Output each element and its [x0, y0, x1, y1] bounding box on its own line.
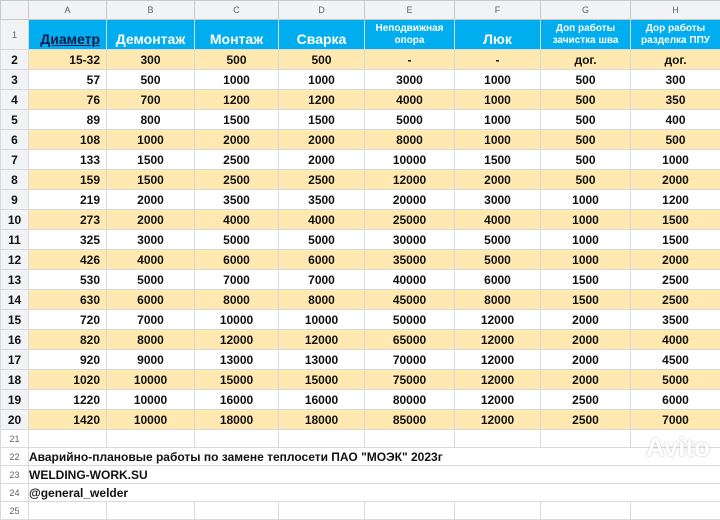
header-cell[interactable]: Неподвижная опора	[365, 20, 455, 50]
price-cell[interactable]: 18000	[279, 410, 365, 430]
column-header-e[interactable]: E	[365, 1, 455, 20]
row-number[interactable]: 19	[1, 390, 29, 410]
price-cell[interactable]: 4000	[455, 210, 541, 230]
price-cell[interactable]: 1500	[195, 110, 279, 130]
price-cell[interactable]: 4000	[631, 330, 720, 350]
header-cell[interactable]: Люк	[455, 20, 541, 50]
price-cell[interactable]: 500	[541, 110, 631, 130]
price-cell[interactable]: дог.	[631, 50, 720, 70]
table-row	[1, 210, 720, 230]
price-cell[interactable]: 1200	[195, 90, 279, 110]
price-cell[interactable]: 3500	[279, 190, 365, 210]
price-cell[interactable]: 7000	[195, 270, 279, 290]
row-number[interactable]: 10	[1, 210, 29, 230]
price-cell[interactable]: 2000	[107, 210, 195, 230]
price-cell[interactable]: 3000	[455, 190, 541, 210]
price-cell[interactable]: 13000	[195, 350, 279, 370]
column-header-c[interactable]: C	[195, 1, 279, 20]
price-cell[interactable]: 35000	[365, 250, 455, 270]
table-row	[1, 290, 720, 310]
price-cell[interactable]: 1200	[631, 190, 720, 210]
price-cell[interactable]: 5000	[365, 110, 455, 130]
empty-cell[interactable]	[195, 430, 279, 448]
price-cell[interactable]: 12000	[195, 330, 279, 350]
price-cell[interactable]: 2000	[631, 170, 720, 190]
price-cell[interactable]: 13000	[279, 350, 365, 370]
price-cell[interactable]: 1500	[107, 170, 195, 190]
price-cell[interactable]: 1000	[455, 90, 541, 110]
price-cell[interactable]: 1000	[279, 70, 365, 90]
price-cell[interactable]: 10000	[365, 150, 455, 170]
table-row	[1, 50, 720, 70]
price-cell[interactable]: 2500	[541, 410, 631, 430]
price-cell[interactable]: 500	[631, 130, 720, 150]
price-cell[interactable]: 400	[631, 110, 720, 130]
price-cell[interactable]: 3000	[107, 230, 195, 250]
empty-cell[interactable]	[279, 502, 365, 520]
price-cell[interactable]: 5000	[455, 250, 541, 270]
empty-cell[interactable]	[107, 430, 195, 448]
row-number[interactable]: 11	[1, 230, 29, 250]
price-cell[interactable]: 1500	[541, 270, 631, 290]
price-cell[interactable]: 12000	[455, 310, 541, 330]
price-cell[interactable]: 2000	[541, 370, 631, 390]
header-cell[interactable]: Диаметр	[29, 20, 107, 50]
row-number[interactable]: 6	[1, 130, 29, 150]
price-cell[interactable]: 1000	[195, 70, 279, 90]
empty-cell[interactable]	[541, 430, 631, 448]
header-cell[interactable]: Сварка	[279, 20, 365, 50]
price-cell[interactable]: 25000	[365, 210, 455, 230]
empty-cell[interactable]	[365, 430, 455, 448]
price-cell[interactable]: 12000	[455, 350, 541, 370]
diameter-cell[interactable]: 108	[29, 130, 107, 150]
price-cell[interactable]: 18000	[195, 410, 279, 430]
header-cell[interactable]: Монтаж	[195, 20, 279, 50]
column-header-a[interactable]: A	[29, 1, 107, 20]
price-cell[interactable]: 300	[631, 70, 720, 90]
price-cell[interactable]: 800	[107, 110, 195, 130]
price-cell[interactable]: 2000	[279, 150, 365, 170]
price-cell[interactable]: -	[365, 50, 455, 70]
price-cell[interactable]: дог.	[541, 50, 631, 70]
price-cell[interactable]: 2500	[631, 290, 720, 310]
price-cell[interactable]: 2000	[541, 350, 631, 370]
empty-cell[interactable]	[107, 502, 195, 520]
note-text[interactable]: @general_welder	[29, 484, 720, 502]
diameter-cell[interactable]: 15-32	[29, 50, 107, 70]
price-cell[interactable]: 12000	[365, 170, 455, 190]
price-cell[interactable]: 1000	[455, 70, 541, 90]
empty-cell[interactable]	[365, 502, 455, 520]
table-row	[1, 150, 720, 170]
price-cell[interactable]: 6000	[195, 250, 279, 270]
header-cell[interactable]: Доп работы зачистка шва	[541, 20, 631, 50]
row-number[interactable]: 1	[1, 20, 29, 50]
price-cell[interactable]: 12000	[455, 330, 541, 350]
price-cell[interactable]: 2500	[195, 150, 279, 170]
price-cell[interactable]: 1000	[541, 210, 631, 230]
price-cell[interactable]: 3500	[631, 310, 720, 330]
empty-cell[interactable]	[29, 430, 107, 448]
price-cell[interactable]: 16000	[279, 390, 365, 410]
diameter-cell[interactable]: 57	[29, 70, 107, 90]
price-cell[interactable]: 4000	[279, 210, 365, 230]
table-row	[1, 370, 720, 390]
price-cell[interactable]: 1000	[631, 150, 720, 170]
row-number[interactable]: 20	[1, 410, 29, 430]
price-cell[interactable]: 4000	[195, 210, 279, 230]
table-row	[1, 350, 720, 370]
diameter-cell[interactable]: 325	[29, 230, 107, 250]
column-header-f[interactable]: F	[455, 1, 541, 20]
price-cell[interactable]: 12000	[455, 370, 541, 390]
price-cell[interactable]: 3000	[365, 70, 455, 90]
table-row	[1, 170, 720, 190]
price-cell[interactable]: 65000	[365, 330, 455, 350]
price-cell[interactable]: 4000	[107, 250, 195, 270]
empty-cell[interactable]	[455, 430, 541, 448]
price-cell[interactable]: 8000	[365, 130, 455, 150]
row-number[interactable]: 3	[1, 70, 29, 90]
empty-cell[interactable]	[29, 502, 107, 520]
price-cell[interactable]: 2000	[195, 130, 279, 150]
note-text[interactable]: Аварийно-плановые работы по замене теплосети ПАО "МОЭК" 2023г	[29, 448, 720, 466]
price-cell[interactable]: 8000	[107, 330, 195, 350]
price-cell[interactable]: 12000	[455, 410, 541, 430]
price-cell[interactable]: 4500	[631, 350, 720, 370]
price-cell[interactable]: 1000	[107, 130, 195, 150]
diameter-cell[interactable]: 720	[29, 310, 107, 330]
price-cell[interactable]: 500	[279, 50, 365, 70]
diameter-cell[interactable]: 920	[29, 350, 107, 370]
price-cell[interactable]: 5000	[631, 370, 720, 390]
price-cell[interactable]: -	[455, 50, 541, 70]
price-cell[interactable]: 500	[541, 150, 631, 170]
table-row	[1, 190, 720, 210]
price-cell[interactable]: 12000	[279, 330, 365, 350]
empty-cell[interactable]	[541, 502, 631, 520]
diameter-cell[interactable]: 1220	[29, 390, 107, 410]
price-cell[interactable]: 7000	[107, 310, 195, 330]
row-number[interactable]: 16	[1, 330, 29, 350]
price-cell[interactable]: 500	[541, 70, 631, 90]
price-cell[interactable]: 1500	[631, 210, 720, 230]
price-cell[interactable]: 6000	[279, 250, 365, 270]
price-cell[interactable]: 1000	[541, 250, 631, 270]
price-cell[interactable]: 45000	[365, 290, 455, 310]
price-cell[interactable]: 1500	[107, 150, 195, 170]
row-number[interactable]: 18	[1, 370, 29, 390]
table-row	[1, 90, 720, 110]
price-cell[interactable]: 1500	[631, 230, 720, 250]
price-cell[interactable]: 350	[631, 90, 720, 110]
price-cell[interactable]: 1000	[455, 130, 541, 150]
price-cell[interactable]: 30000	[365, 230, 455, 250]
diameter-cell[interactable]: 530	[29, 270, 107, 290]
price-cell[interactable]: 2500	[279, 170, 365, 190]
price-cell[interactable]: 75000	[365, 370, 455, 390]
price-cell[interactable]: 2000	[541, 310, 631, 330]
row-number[interactable]: 4	[1, 90, 29, 110]
price-cell[interactable]: 12000	[455, 390, 541, 410]
price-cell[interactable]: 2000	[279, 130, 365, 150]
price-cell[interactable]: 8000	[195, 290, 279, 310]
price-cell[interactable]: 15000	[195, 370, 279, 390]
row-number[interactable]: 8	[1, 170, 29, 190]
price-cell[interactable]: 500	[195, 50, 279, 70]
row-number[interactable]: 9	[1, 190, 29, 210]
table-row	[1, 310, 720, 330]
price-cell[interactable]: 15000	[279, 370, 365, 390]
price-cell[interactable]: 20000	[365, 190, 455, 210]
table-row	[1, 330, 720, 350]
price-cell[interactable]: 1500	[279, 110, 365, 130]
price-cell[interactable]: 2000	[541, 330, 631, 350]
price-cell[interactable]: 2500	[195, 170, 279, 190]
row-number[interactable]: 23	[1, 466, 29, 484]
row-number[interactable]: 22	[1, 448, 29, 466]
empty-cell[interactable]	[195, 502, 279, 520]
empty-cell[interactable]	[631, 502, 720, 520]
diameter-cell[interactable]: 630	[29, 290, 107, 310]
price-cell[interactable]: 5000	[195, 230, 279, 250]
row-number[interactable]: 7	[1, 150, 29, 170]
price-cell[interactable]: 85000	[365, 410, 455, 430]
price-cell[interactable]: 80000	[365, 390, 455, 410]
price-cell[interactable]: 6000	[631, 390, 720, 410]
table-row	[1, 250, 720, 270]
price-cell[interactable]: 300	[107, 50, 195, 70]
price-cell[interactable]: 70000	[365, 350, 455, 370]
price-cell[interactable]: 10000	[107, 370, 195, 390]
price-cell[interactable]: 2500	[631, 270, 720, 290]
price-cell[interactable]: 9000	[107, 350, 195, 370]
diameter-cell[interactable]: 219	[29, 190, 107, 210]
avito-watermark: Avito	[646, 432, 710, 463]
table-row	[1, 110, 720, 130]
price-cell[interactable]: 10000	[107, 390, 195, 410]
diameter-cell[interactable]: 76	[29, 90, 107, 110]
price-cell[interactable]: 10000	[279, 310, 365, 330]
empty-cell[interactable]	[279, 430, 365, 448]
price-cell[interactable]: 1000	[455, 110, 541, 130]
row-number[interactable]: 13	[1, 270, 29, 290]
table-row	[1, 270, 720, 290]
price-cell[interactable]: 3500	[195, 190, 279, 210]
price-cell[interactable]: 8000	[455, 290, 541, 310]
column-header-g[interactable]: G	[541, 1, 631, 20]
diameter-cell[interactable]: 89	[29, 110, 107, 130]
table-row	[1, 390, 720, 410]
diameter-cell[interactable]: 426	[29, 250, 107, 270]
price-cell[interactable]: 8000	[279, 290, 365, 310]
column-header-d[interactable]: D	[279, 1, 365, 20]
column-header-h[interactable]: H	[631, 1, 720, 20]
diameter-cell[interactable]: 1420	[29, 410, 107, 430]
table-row	[1, 70, 720, 90]
row-number[interactable]: 5	[1, 110, 29, 130]
diameter-cell[interactable]: 159	[29, 170, 107, 190]
price-cell[interactable]: 2000	[455, 170, 541, 190]
empty-cell[interactable]	[455, 502, 541, 520]
header-cell[interactable]: Дор работы разделка ППУ	[631, 20, 720, 50]
row-number[interactable]: 25	[1, 502, 29, 520]
price-cell[interactable]: 7000	[631, 410, 720, 430]
header-cell[interactable]: Демонтаж	[107, 20, 195, 50]
price-cell[interactable]: 1000	[541, 230, 631, 250]
price-cell[interactable]: 10000	[107, 410, 195, 430]
price-cell[interactable]: 6000	[455, 270, 541, 290]
price-cell[interactable]: 4000	[365, 90, 455, 110]
row-number[interactable]: 2	[1, 50, 29, 70]
price-cell[interactable]: 16000	[195, 390, 279, 410]
select-all-corner[interactable]	[1, 1, 29, 20]
price-cell[interactable]: 1500	[455, 150, 541, 170]
row-number[interactable]: 12	[1, 250, 29, 270]
row-number[interactable]: 14	[1, 290, 29, 310]
price-cell[interactable]: 10000	[195, 310, 279, 330]
price-cell[interactable]: 40000	[365, 270, 455, 290]
diameter-cell[interactable]: 273	[29, 210, 107, 230]
price-cell[interactable]: 7000	[279, 270, 365, 290]
column-header-b[interactable]: B	[107, 1, 195, 20]
price-cell[interactable]: 500	[541, 90, 631, 110]
price-cell[interactable]: 500	[541, 170, 631, 190]
table-row	[1, 410, 720, 430]
price-cell[interactable]: 2000	[107, 190, 195, 210]
price-cell[interactable]: 2500	[541, 390, 631, 410]
row-number[interactable]: 24	[1, 484, 29, 502]
price-cell[interactable]: 500	[107, 70, 195, 90]
row-number[interactable]: 17	[1, 350, 29, 370]
diameter-cell[interactable]: 133	[29, 150, 107, 170]
price-cell[interactable]: 700	[107, 90, 195, 110]
diameter-cell[interactable]: 1020	[29, 370, 107, 390]
price-cell[interactable]: 6000	[107, 290, 195, 310]
note-text[interactable]: WELDING-WORK.SU	[29, 466, 720, 484]
price-cell[interactable]: 2000	[631, 250, 720, 270]
price-cell[interactable]: 5000	[107, 270, 195, 290]
price-cell[interactable]: 5000	[279, 230, 365, 250]
row-number[interactable]: 21	[1, 430, 29, 448]
price-cell[interactable]: 50000	[365, 310, 455, 330]
row-number[interactable]: 15	[1, 310, 29, 330]
price-cell[interactable]: 1200	[279, 90, 365, 110]
price-cell[interactable]: 1500	[541, 290, 631, 310]
price-cell[interactable]: 1000	[541, 190, 631, 210]
price-cell[interactable]: 5000	[455, 230, 541, 250]
price-cell[interactable]: 500	[541, 130, 631, 150]
table-row	[1, 230, 720, 250]
diameter-cell[interactable]: 820	[29, 330, 107, 350]
table-row	[1, 130, 720, 150]
